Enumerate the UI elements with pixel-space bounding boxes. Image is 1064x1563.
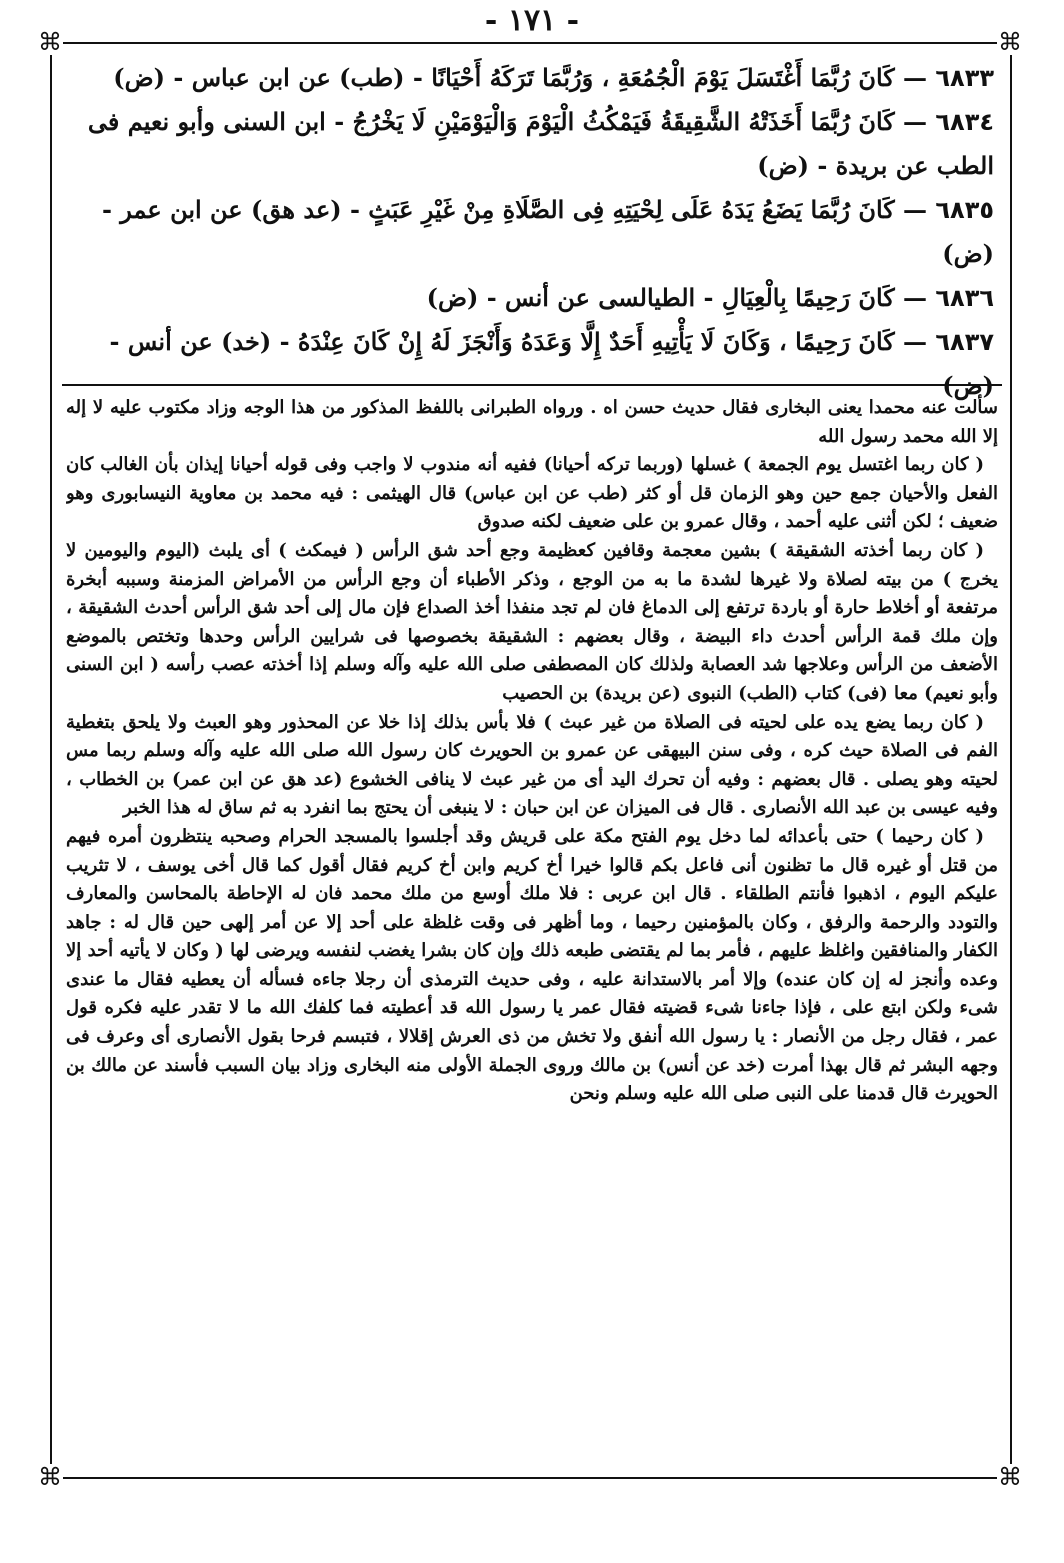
frame-bottom-border	[50, 1477, 1012, 1479]
corner-ornament-icon: ⌘	[998, 1463, 1022, 1491]
frame-right-border	[1010, 42, 1012, 1477]
hadith-number: ٦٨٣٧	[935, 328, 994, 356]
commentary-paragraph: ( كان ربما يضع يده على لحيته فى الصلاة من غير عبث ) فلا بأس بذلك إذا خلا عن المحذور وهو العبث ولا يلحق بتغطية الفم فى الصلاة حيث كره ، وفى سنن البيهقى عن عمرو بن الحويرث كان رسول الله صلى الله عليه وآله وسلم ربما مس لحيته وهو يصلى . قال بعضهم : وفيه أن تحرك اليد أى من غير عبث لا ينافى الخشوع (عد هق عن ابن عمر) بن الخطاب ، وفيه عيسى بن عبد الله الأنصارى . قال فى الميزان عن ابن حبان : لا ينبغى أن يحتج بما انفرد به ثم ساق له هذا الخبر	[66, 711, 998, 819]
page-number: - ١٧١ -	[484, 3, 580, 38]
corner-ornament-icon: ⌘	[38, 28, 62, 56]
hadith-text: — كَانَ رُبَّمَا أَغْتَسَلَ يَوْمَ الْجُمُعَةِ ، وَرُبَّمَا تَرَكَهُ أَحْيَانًا - (طب) عن ابن عباس - (ض)	[113, 63, 928, 92]
hadith-text: — كَانَ رَحِيمًا ، وَكَانَ لَا يَأْتِيهِ أَحَدٌ إِلَّا وَعَدَهُ وَأَنْجَزَ لَهُ إِنْ كَانَ عِنْدَهُ - (خد) عن أنس - (ض)	[109, 327, 994, 400]
frame-left-border	[50, 42, 52, 1477]
hadith-entry	[72, 276, 994, 320]
hadith-text: — كَانَ رُبَّمَا أَخَذَتْهُ الشَّقِيقَةُ فَيَمْكُثُ الْيَوْمَ وَالْيَوْمَيْنِ لَا يَخْرُجُ - ابن السنى وأبو نعيم فى الطب عن بريدة - (ض)	[87, 107, 994, 180]
hadith-entry	[72, 188, 994, 276]
hadith-number: ٦٨٣٤	[935, 108, 994, 136]
hadith-number: ٦٨٣٦	[935, 284, 994, 312]
hadith-list	[72, 56, 994, 400]
hadith-text: — كَانَ رُبَّمَا يَضَعُ يَدَهُ عَلَى لِحْيَتِهِ فِى الصَّلَاةِ مِنْ غَيْرِ عَبَثٍ - (عد هق) عن ابن عمر - (ض)	[101, 195, 994, 268]
section-divider	[62, 384, 1002, 386]
hadith-entry	[72, 56, 994, 100]
corner-ornament-icon: ⌘	[38, 1463, 62, 1491]
frame-top-border	[50, 42, 1012, 44]
corner-ornament-icon: ⌘	[998, 28, 1022, 56]
hadith-number: ٦٨٣٥	[935, 196, 994, 224]
commentary-body	[66, 394, 998, 1474]
hadith-text: — كَانَ رَحِيمًا بِالْعِيَالِ - الطيالسى عن أنس - (ض)	[426, 283, 928, 312]
commentary-paragraph: سألت عنه محمدا يعنى البخارى فقال حديث حسن اه . ورواه الطبرانى باللفظ المذكور من هذا الوجه وزاد مكتوب عليه لا إله إلا الله محمد رسول الله	[66, 397, 998, 447]
commentary-paragraph: ( كان ربما أخذته الشقيقة ) بشين معجمة وقافين كعظيمة وجع أحد شق الرأس ( فيمكث ) أى يلبث (اليوم واليومين لا يخرج ) من بيته لصلاة ولا غيرها لشدة ما به من الوجع ، وذكر الأطباء أن وجع الرأس من الأمراض المزمنة وسببه أبخرة مرتفعة أو أخلاط حارة أو باردة ترتفع إلى الدماغ فان لم تجد منفذا أخذ الصداع فإن مال إلى أحد شق الرأس أحدث الشقيقة ، وإن ملك قمة الرأس أحدث داء البيضة ، وقال بعضهم : الشقيقة بخصوصها فى شرايين الرأس وحدها وتختص بالموضع الأضعف من الرأس وعلاجها شد العصابة ولذلك كان المصطفى صلى الله عليه وآله وسلم إذا أخذته عصب رأسه ( ابن السنى وأبو نعيم) معا (فى) كتاب (الطب) النبوى (عن بريدة) بن الحصيب	[66, 539, 998, 704]
hadith-number: ٦٨٣٣	[935, 64, 994, 92]
commentary-paragraph: ( كان ربما اغتسل يوم الجمعة ) غسلها (وربما تركه أحيانا) ففيه أنه مندوب لا واجب وفى قوله أحيانا إيذان بأن الغالب كان الفعل والأحيان جمع حين وهو الزمان قل أو كثر (طب عن ابن عباس) قال الهيثمى : فيه محمد بن معاوية النيسابورى وهو ضعيف ؛ لكن أثنى عليه أحمد ، وقال عمرو بن على ضعيف لكنه صدوق	[66, 454, 998, 533]
commentary-paragraph: ( كان رحيما ) حتى بأعدائه لما دخل يوم الفتح مكة على قريش وقد أجلسوا بالمسجد الحرام وصحبه ينتظرون أمره فيهم من قتل أو غيره قال ما تظنون أنى فاعل بكم قالوا خيرا أخ كريم وابن أخ كريم فقال أقول كما قال أخى يوسف ، لا تثريب عليكم اليوم ، اذهبوا فأنتم الطلقاء . قال ابن عربى : فلا ملك أوسع من ملك محمد فان له الإحاطة بالمحاسن والمعارف والتودد والرحمة والرفق ، وكان بالمؤمنين رحيما ، وما أظهر فى وقت غلظة على أحد إلا عن أمر إلهى حين قال له : جاهد الكفار والمنافقين واغلظ عليهم ، فأمر بما لم يقتضى طبعه ذلك وإن كان بشرا يغضب لنفسه ويرضى لها ( وكان لا يأتيه أحد إلا وعده وأنجز له إن كان عنده) وإلا أمر بالاستدانة عليه ، وفى حديث الترمذى أن رجلا جاءه فسأله أن يعطيه فقال ما عندى شىء ولكن ابتع على ، فإذا جاءنا شىء قضيته فقال عمر يا رسول الله قد أعطيته فما كلفك الله ما لا تقدر عليه فكره قول عمر ، فقال رجل من الأنصار : يا رسول الله أنفق ولا تخش من ذى العرش إقلالا ، فتبسم فرحا بقول الأنصارى أى وعرف فى وجهه البشر ثم قال بهذا أمرت (خد عن أنس) بن مالك وروى الجملة الأولى منه البخارى وزاد بيان السبب فأسند عن مالك بن الحويرث قال قدمنا على النبى صلى الله عليه وسلم ونحن	[66, 825, 998, 1105]
hadith-entry	[72, 100, 994, 188]
